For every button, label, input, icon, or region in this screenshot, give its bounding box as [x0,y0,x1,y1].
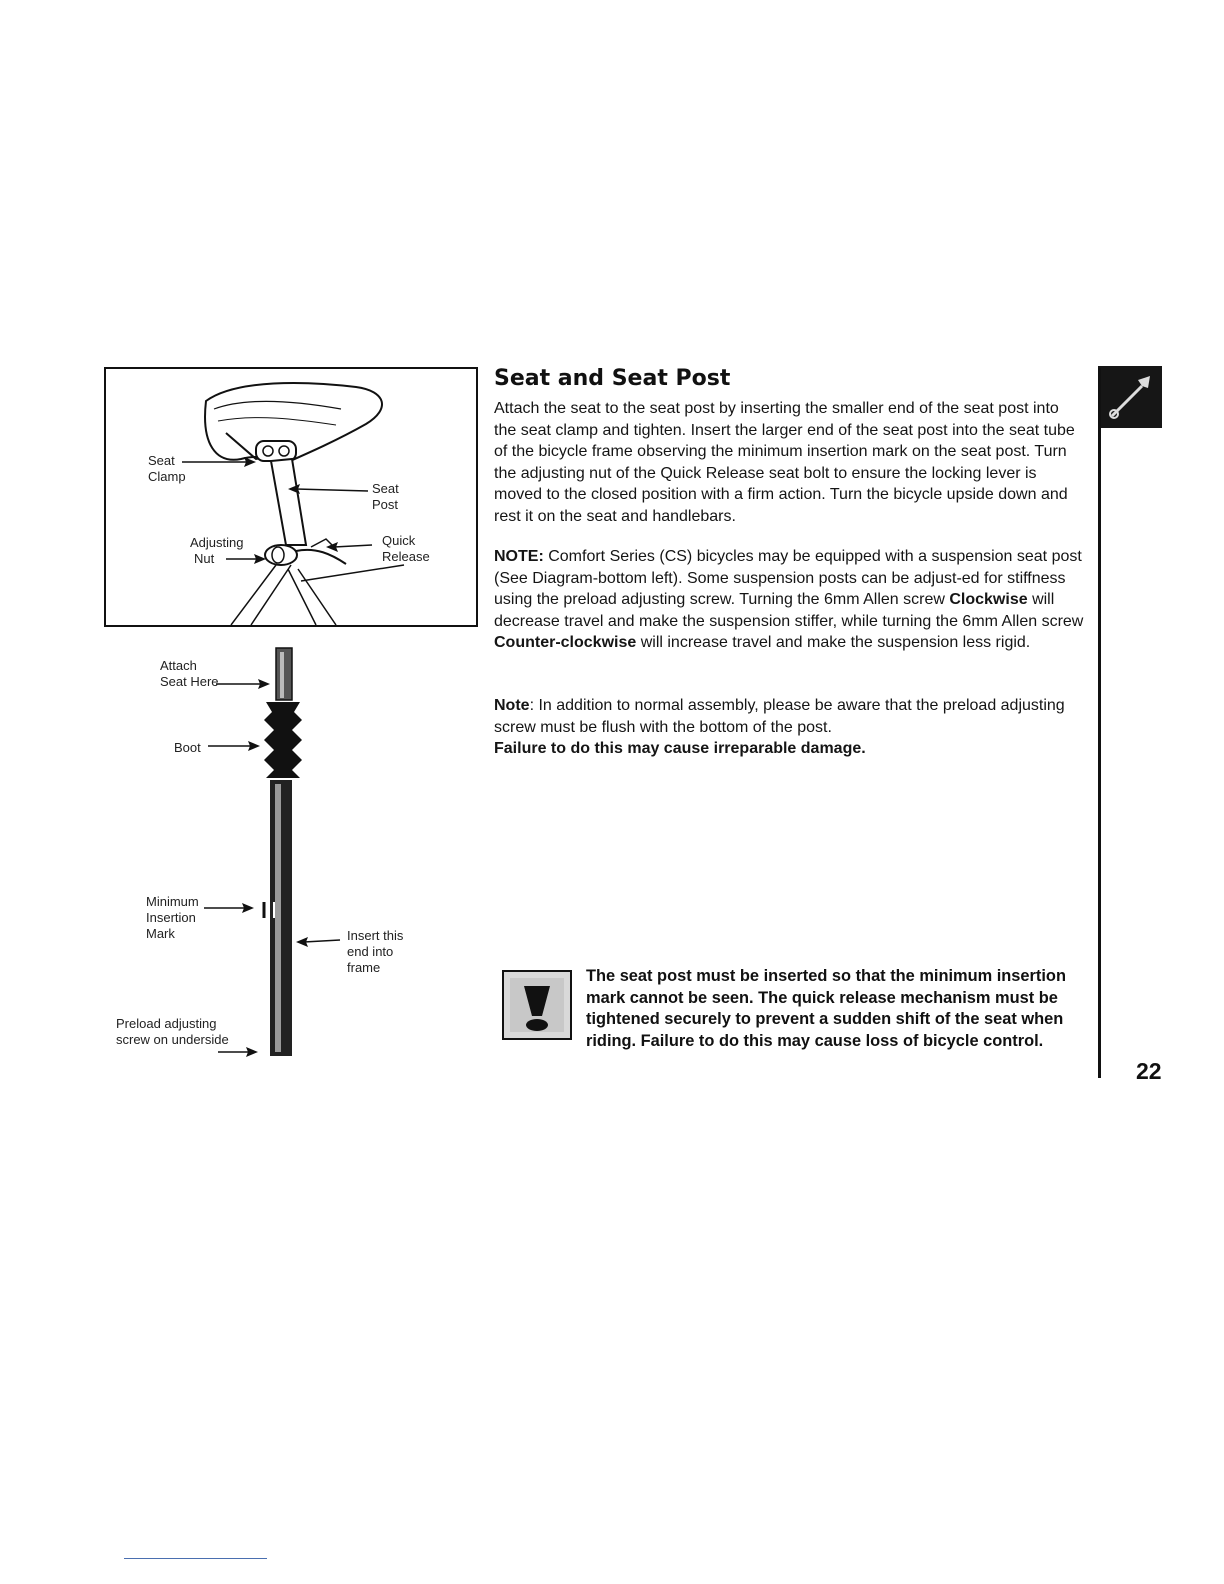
right-margin-rule [1098,368,1101,1078]
seat-clamp-label-line1: Seat [148,453,175,468]
adjusting-nut-label-line2: Nut [194,551,215,566]
minimum-insertion-label-line3: Mark [146,926,175,941]
note-paragraph [494,546,1084,654]
note-text-part1: Comfort Series (CS) bicycles may be equipped with a suspension seat post (See Diagram-bottom left). Some suspension posts can be adjust-ed for stiffness using the preload adjusting screw. Turning the 6mm Allen screw [494,548,1082,608]
note-lead: NOTE: [494,548,544,565]
instructions-text: Attach the seat to the seat post by inserting the smaller end of the seat post into the seat clamp and tighten. Insert the larger end of the seat post into the seat tube of the bicycle frame observing the minimum insertion mark on the seat post. Turn the adjusting nut of the Quick Release seat bolt to ensure the locking lever is moved to the closed position with a firm action. Turn the bicycle upside down and rest it on the seat and handlebars. [494,400,1075,525]
minimum-insertion-label-line2: Insertion [146,910,196,925]
page-number: 22 [1136,1058,1162,1084]
note-text-part2: will decrease travel and make the suspension stiffer, while turning the 6mm Allen screw [494,591,1084,630]
seat-post-label [372,481,399,513]
section-tab [1098,366,1162,428]
suspension-post-drawing [104,640,434,1065]
adjusting-nut-label [190,535,243,567]
minimum-insertion-label-line1: Minimum [146,894,199,909]
preload-screw-label-line1: Preload adjusting [116,1016,217,1031]
preload-note-warning: Failure to do this may cause irreparable damage. [494,740,866,757]
bottom-rule [124,1558,267,1559]
preload-screw-label-line2: screw on underside [116,1032,229,1047]
warning-icon-box [502,970,572,1040]
section-title: Seat and Seat Post [494,366,731,391]
wrench-icon [1098,366,1162,428]
adjusting-nut-label-line1: Adjusting [190,535,244,550]
insert-end-label-line1: Insert this [347,928,404,943]
preload-note-body: : In addition to normal assembly, please be aware that the preload adjusting screw must be flush with the bottom of the post. [494,697,1065,736]
quick-release-label-line1: Quick [382,533,416,548]
boot-label: Boot [174,740,201,755]
insert-end-label [347,928,403,976]
minimum-insertion-label [146,894,199,942]
seat-assembly-diagram [104,367,478,627]
seat-clamp-label-line2: Clamp [148,469,186,484]
insert-end-label-line3: frame [347,960,381,975]
note-text-part3: will increase travel and make the suspension less rigid. [636,634,1031,651]
note-text [494,546,1084,654]
warning-exclamation-icon [504,972,570,1038]
attach-seat-label [160,658,219,690]
preload-note-paragraph [494,695,1084,760]
preload-note-lead: Note [494,697,530,714]
note-clockwise: Clockwise [949,591,1028,608]
seat-clamp-label [148,453,186,485]
seat-post-label-line2: Post [372,497,399,512]
quick-release-label-line2: Release [382,549,430,564]
suspension-post-diagram [104,640,434,1065]
instructions-paragraph [494,398,1084,527]
note-counter-clockwise: Counter-clockwise [494,634,637,651]
seat-assembly-drawing [106,369,476,625]
attach-seat-label-line1: Attach [160,658,197,673]
preload-screw-label [116,1016,229,1048]
attach-seat-label-line2: Seat Here [160,674,219,689]
preload-note-text [494,695,1084,738]
seat-post-label-line1: Seat [372,481,399,496]
quick-release-label [382,533,430,565]
insert-end-label-line2: end into [347,944,394,959]
warning-text: The seat post must be inserted so that the minimum insertion mark cannot be seen. The quick release mechanism must be tightened securely to prevent a sudden shift of the seat when riding. Failure to do this may cause loss of bicycle control. [586,967,1066,1050]
